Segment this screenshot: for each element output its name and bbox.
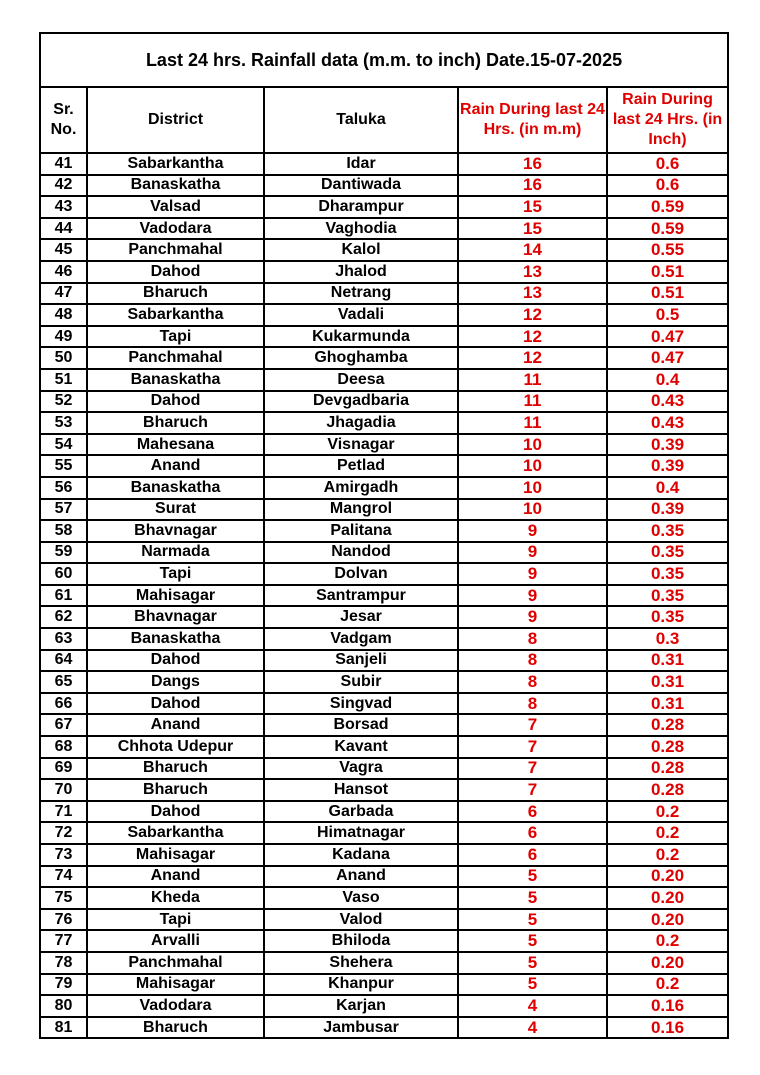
cell-rain-inch: 0.3 bbox=[607, 628, 728, 650]
cell-sr-no: 61 bbox=[40, 585, 87, 607]
rainfall-report bbox=[39, 32, 727, 1039]
cell-district: Bhavnagar bbox=[87, 520, 264, 542]
cell-taluka: Idar bbox=[264, 153, 458, 175]
cell-rain-inch: 0.35 bbox=[607, 585, 728, 607]
table-row bbox=[40, 650, 728, 672]
cell-sr-no: 51 bbox=[40, 369, 87, 391]
table-row bbox=[40, 369, 728, 391]
cell-rain-mm: 11 bbox=[458, 391, 607, 413]
cell-rain-mm: 12 bbox=[458, 326, 607, 348]
cell-district: Mahisagar bbox=[87, 585, 264, 607]
cell-district: Bharuch bbox=[87, 412, 264, 434]
cell-rain-mm: 10 bbox=[458, 455, 607, 477]
cell-rain-mm: 8 bbox=[458, 628, 607, 650]
cell-taluka: Devgadbaria bbox=[264, 391, 458, 413]
cell-rain-mm: 5 bbox=[458, 974, 607, 996]
cell-sr-no: 47 bbox=[40, 283, 87, 305]
cell-sr-no: 50 bbox=[40, 347, 87, 369]
cell-taluka: Singvad bbox=[264, 693, 458, 715]
cell-rain-inch: 0.51 bbox=[607, 261, 728, 283]
cell-district: Mahisagar bbox=[87, 974, 264, 996]
cell-rain-mm: 6 bbox=[458, 844, 607, 866]
cell-district: Sabarkantha bbox=[87, 304, 264, 326]
cell-taluka: Vaso bbox=[264, 887, 458, 909]
cell-rain-mm: 5 bbox=[458, 866, 607, 888]
table-row bbox=[40, 283, 728, 305]
cell-district: Tapi bbox=[87, 326, 264, 348]
cell-rain-inch: 0.20 bbox=[607, 866, 728, 888]
cell-rain-mm: 9 bbox=[458, 585, 607, 607]
cell-rain-mm: 16 bbox=[458, 153, 607, 175]
cell-rain-inch: 0.2 bbox=[607, 930, 728, 952]
table-row bbox=[40, 974, 728, 996]
cell-rain-mm: 8 bbox=[458, 650, 607, 672]
cell-rain-inch: 0.2 bbox=[607, 974, 728, 996]
cell-rain-inch: 0.28 bbox=[607, 714, 728, 736]
cell-district: Dahod bbox=[87, 801, 264, 823]
cell-rain-mm: 10 bbox=[458, 499, 607, 521]
cell-rain-inch: 0.4 bbox=[607, 369, 728, 391]
cell-rain-inch: 0.28 bbox=[607, 736, 728, 758]
cell-taluka: Karjan bbox=[264, 995, 458, 1017]
cell-rain-mm: 5 bbox=[458, 909, 607, 931]
cell-rain-mm: 15 bbox=[458, 218, 607, 240]
cell-rain-inch: 0.20 bbox=[607, 887, 728, 909]
cell-taluka: Amirgadh bbox=[264, 477, 458, 499]
table-row bbox=[40, 887, 728, 909]
cell-rain-inch: 0.39 bbox=[607, 434, 728, 456]
table-row bbox=[40, 779, 728, 801]
cell-sr-no: 60 bbox=[40, 563, 87, 585]
header-row bbox=[40, 87, 728, 153]
table-row bbox=[40, 347, 728, 369]
cell-rain-inch: 0.59 bbox=[607, 196, 728, 218]
cell-district: Bhavnagar bbox=[87, 606, 264, 628]
cell-taluka: Palitana bbox=[264, 520, 458, 542]
cell-taluka: Visnagar bbox=[264, 434, 458, 456]
cell-rain-inch: 0.16 bbox=[607, 1017, 728, 1039]
cell-sr-no: 69 bbox=[40, 758, 87, 780]
cell-taluka: Borsad bbox=[264, 714, 458, 736]
cell-rain-mm: 7 bbox=[458, 758, 607, 780]
table-row bbox=[40, 218, 728, 240]
cell-taluka: Dolvan bbox=[264, 563, 458, 585]
cell-rain-inch: 0.28 bbox=[607, 779, 728, 801]
cell-sr-no: 64 bbox=[40, 650, 87, 672]
table-row bbox=[40, 175, 728, 197]
cell-rain-inch: 0.6 bbox=[607, 153, 728, 175]
table-row bbox=[40, 866, 728, 888]
cell-taluka: Kavant bbox=[264, 736, 458, 758]
cell-rain-mm: 7 bbox=[458, 714, 607, 736]
cell-taluka: Santrampur bbox=[264, 585, 458, 607]
table-row bbox=[40, 563, 728, 585]
cell-district: Chhota Udepur bbox=[87, 736, 264, 758]
cell-rain-inch: 0.47 bbox=[607, 326, 728, 348]
cell-rain-mm: 13 bbox=[458, 283, 607, 305]
cell-rain-mm: 11 bbox=[458, 412, 607, 434]
cell-rain-mm: 11 bbox=[458, 369, 607, 391]
cell-rain-mm: 10 bbox=[458, 434, 607, 456]
cell-district: Valsad bbox=[87, 196, 264, 218]
table-row bbox=[40, 455, 728, 477]
table-row bbox=[40, 930, 728, 952]
cell-rain-mm: 8 bbox=[458, 671, 607, 693]
cell-rain-inch: 0.6 bbox=[607, 175, 728, 197]
cell-sr-no: 78 bbox=[40, 952, 87, 974]
cell-district: Panchmahal bbox=[87, 952, 264, 974]
cell-sr-no: 73 bbox=[40, 844, 87, 866]
cell-sr-no: 67 bbox=[40, 714, 87, 736]
cell-rain-mm: 9 bbox=[458, 520, 607, 542]
table-row bbox=[40, 758, 728, 780]
cell-district: Dahod bbox=[87, 650, 264, 672]
cell-sr-no: 54 bbox=[40, 434, 87, 456]
cell-district: Tapi bbox=[87, 909, 264, 931]
cell-district: Dahod bbox=[87, 261, 264, 283]
cell-rain-mm: 10 bbox=[458, 477, 607, 499]
cell-district: Banaskatha bbox=[87, 628, 264, 650]
cell-rain-inch: 0.55 bbox=[607, 239, 728, 261]
cell-rain-mm: 15 bbox=[458, 196, 607, 218]
table-row bbox=[40, 196, 728, 218]
table-row bbox=[40, 606, 728, 628]
cell-district: Bharuch bbox=[87, 758, 264, 780]
cell-rain-mm: 4 bbox=[458, 1017, 607, 1039]
cell-taluka: Vaghodia bbox=[264, 218, 458, 240]
cell-district: Arvalli bbox=[87, 930, 264, 952]
header-rain-inch: Rain During last 24 Hrs. (in Inch) bbox=[607, 87, 728, 153]
cell-rain-mm: 16 bbox=[458, 175, 607, 197]
cell-taluka: Jambusar bbox=[264, 1017, 458, 1039]
cell-rain-mm: 7 bbox=[458, 779, 607, 801]
cell-taluka: Garbada bbox=[264, 801, 458, 823]
cell-taluka: Jesar bbox=[264, 606, 458, 628]
cell-district: Dangs bbox=[87, 671, 264, 693]
cell-rain-inch: 0.31 bbox=[607, 693, 728, 715]
table-row bbox=[40, 736, 728, 758]
cell-taluka: Jhagadia bbox=[264, 412, 458, 434]
table-row bbox=[40, 714, 728, 736]
table-row bbox=[40, 909, 728, 931]
cell-district: Vadodara bbox=[87, 995, 264, 1017]
table-row bbox=[40, 499, 728, 521]
cell-rain-mm: 6 bbox=[458, 822, 607, 844]
cell-district: Dahod bbox=[87, 693, 264, 715]
cell-sr-no: 44 bbox=[40, 218, 87, 240]
table-row bbox=[40, 1017, 728, 1039]
cell-sr-no: 81 bbox=[40, 1017, 87, 1039]
cell-rain-inch: 0.47 bbox=[607, 347, 728, 369]
cell-rain-mm: 12 bbox=[458, 347, 607, 369]
cell-rain-inch: 0.35 bbox=[607, 606, 728, 628]
cell-sr-no: 80 bbox=[40, 995, 87, 1017]
cell-rain-mm: 5 bbox=[458, 952, 607, 974]
cell-district: Anand bbox=[87, 455, 264, 477]
cell-sr-no: 77 bbox=[40, 930, 87, 952]
cell-taluka: Petlad bbox=[264, 455, 458, 477]
cell-rain-mm: 4 bbox=[458, 995, 607, 1017]
table-row bbox=[40, 995, 728, 1017]
cell-rain-inch: 0.31 bbox=[607, 650, 728, 672]
cell-district: Banaskatha bbox=[87, 477, 264, 499]
cell-sr-no: 43 bbox=[40, 196, 87, 218]
cell-taluka: Jhalod bbox=[264, 261, 458, 283]
cell-rain-inch: 0.59 bbox=[607, 218, 728, 240]
cell-taluka: Vagra bbox=[264, 758, 458, 780]
cell-rain-mm: 6 bbox=[458, 801, 607, 823]
cell-district: Surat bbox=[87, 499, 264, 521]
cell-rain-inch: 0.31 bbox=[607, 671, 728, 693]
cell-taluka: Kadana bbox=[264, 844, 458, 866]
cell-rain-inch: 0.39 bbox=[607, 499, 728, 521]
cell-taluka: Vadali bbox=[264, 304, 458, 326]
table-row bbox=[40, 844, 728, 866]
cell-rain-inch: 0.39 bbox=[607, 455, 728, 477]
cell-taluka: Anand bbox=[264, 866, 458, 888]
cell-rain-mm: 5 bbox=[458, 930, 607, 952]
cell-district: Mahesana bbox=[87, 434, 264, 456]
cell-sr-no: 58 bbox=[40, 520, 87, 542]
cell-sr-no: 79 bbox=[40, 974, 87, 996]
cell-sr-no: 62 bbox=[40, 606, 87, 628]
cell-taluka: Shehera bbox=[264, 952, 458, 974]
cell-district: Bharuch bbox=[87, 779, 264, 801]
cell-district: Banaskatha bbox=[87, 175, 264, 197]
cell-rain-inch: 0.43 bbox=[607, 391, 728, 413]
cell-sr-no: 53 bbox=[40, 412, 87, 434]
cell-sr-no: 66 bbox=[40, 693, 87, 715]
table-row bbox=[40, 585, 728, 607]
table-row bbox=[40, 477, 728, 499]
header-rain-mm: Rain During last 24 Hrs. (in m.m) bbox=[458, 87, 607, 153]
cell-district: Sabarkantha bbox=[87, 153, 264, 175]
cell-sr-no: 72 bbox=[40, 822, 87, 844]
cell-rain-mm: 8 bbox=[458, 693, 607, 715]
table-row bbox=[40, 304, 728, 326]
cell-district: Mahisagar bbox=[87, 844, 264, 866]
cell-rain-inch: 0.43 bbox=[607, 412, 728, 434]
cell-sr-no: 56 bbox=[40, 477, 87, 499]
cell-taluka: Dharampur bbox=[264, 196, 458, 218]
rainfall-table bbox=[39, 32, 729, 1039]
cell-rain-inch: 0.35 bbox=[607, 563, 728, 585]
table-row bbox=[40, 628, 728, 650]
cell-taluka: Ghoghamba bbox=[264, 347, 458, 369]
cell-district: Banaskatha bbox=[87, 369, 264, 391]
table-row bbox=[40, 952, 728, 974]
cell-rain-mm: 14 bbox=[458, 239, 607, 261]
cell-sr-no: 57 bbox=[40, 499, 87, 521]
cell-rain-mm: 12 bbox=[458, 304, 607, 326]
table-row bbox=[40, 434, 728, 456]
cell-rain-inch: 0.20 bbox=[607, 909, 728, 931]
cell-district: Tapi bbox=[87, 563, 264, 585]
cell-rain-mm: 7 bbox=[458, 736, 607, 758]
cell-taluka: Bhiloda bbox=[264, 930, 458, 952]
table-row bbox=[40, 412, 728, 434]
table-row bbox=[40, 693, 728, 715]
cell-rain-inch: 0.5 bbox=[607, 304, 728, 326]
cell-district: Narmada bbox=[87, 542, 264, 564]
table-row bbox=[40, 520, 728, 542]
cell-sr-no: 49 bbox=[40, 326, 87, 348]
table-row bbox=[40, 822, 728, 844]
table-row bbox=[40, 801, 728, 823]
cell-rain-inch: 0.51 bbox=[607, 283, 728, 305]
cell-sr-no: 65 bbox=[40, 671, 87, 693]
cell-rain-mm: 5 bbox=[458, 887, 607, 909]
cell-rain-inch: 0.4 bbox=[607, 477, 728, 499]
cell-district: Panchmahal bbox=[87, 239, 264, 261]
cell-sr-no: 55 bbox=[40, 455, 87, 477]
cell-taluka: Netrang bbox=[264, 283, 458, 305]
cell-rain-mm: 13 bbox=[458, 261, 607, 283]
table-body bbox=[40, 153, 728, 1038]
cell-district: Dahod bbox=[87, 391, 264, 413]
cell-district: Panchmahal bbox=[87, 347, 264, 369]
cell-taluka: Kalol bbox=[264, 239, 458, 261]
cell-taluka: Nandod bbox=[264, 542, 458, 564]
cell-sr-no: 52 bbox=[40, 391, 87, 413]
cell-district: Kheda bbox=[87, 887, 264, 909]
cell-sr-no: 71 bbox=[40, 801, 87, 823]
table-row bbox=[40, 261, 728, 283]
table-row bbox=[40, 326, 728, 348]
cell-rain-inch: 0.2 bbox=[607, 844, 728, 866]
cell-district: Bharuch bbox=[87, 283, 264, 305]
header-sr-no: Sr. No. bbox=[40, 87, 87, 153]
cell-sr-no: 41 bbox=[40, 153, 87, 175]
cell-sr-no: 48 bbox=[40, 304, 87, 326]
report-title: Last 24 hrs. Rainfall data (m.m. to inch) Date.15-07-2025 bbox=[40, 33, 728, 87]
cell-taluka: Kukarmunda bbox=[264, 326, 458, 348]
cell-taluka: Deesa bbox=[264, 369, 458, 391]
cell-sr-no: 45 bbox=[40, 239, 87, 261]
cell-district: Sabarkantha bbox=[87, 822, 264, 844]
cell-rain-inch: 0.20 bbox=[607, 952, 728, 974]
cell-rain-inch: 0.16 bbox=[607, 995, 728, 1017]
cell-sr-no: 76 bbox=[40, 909, 87, 931]
cell-sr-no: 68 bbox=[40, 736, 87, 758]
cell-rain-mm: 9 bbox=[458, 606, 607, 628]
cell-taluka: Hansot bbox=[264, 779, 458, 801]
cell-sr-no: 70 bbox=[40, 779, 87, 801]
cell-district: Bharuch bbox=[87, 1017, 264, 1039]
cell-sr-no: 59 bbox=[40, 542, 87, 564]
cell-district: Anand bbox=[87, 714, 264, 736]
cell-taluka: Mangrol bbox=[264, 499, 458, 521]
cell-sr-no: 75 bbox=[40, 887, 87, 909]
table-row bbox=[40, 671, 728, 693]
cell-taluka: Valod bbox=[264, 909, 458, 931]
cell-sr-no: 63 bbox=[40, 628, 87, 650]
header-district: District bbox=[87, 87, 264, 153]
header-taluka: Taluka bbox=[264, 87, 458, 153]
cell-rain-mm: 9 bbox=[458, 542, 607, 564]
cell-sr-no: 42 bbox=[40, 175, 87, 197]
cell-rain-inch: 0.28 bbox=[607, 758, 728, 780]
table-row bbox=[40, 239, 728, 261]
cell-taluka: Sanjeli bbox=[264, 650, 458, 672]
cell-taluka: Khanpur bbox=[264, 974, 458, 996]
cell-taluka: Himatnagar bbox=[264, 822, 458, 844]
cell-rain-inch: 0.35 bbox=[607, 542, 728, 564]
cell-rain-inch: 0.35 bbox=[607, 520, 728, 542]
cell-rain-inch: 0.2 bbox=[607, 822, 728, 844]
cell-sr-no: 46 bbox=[40, 261, 87, 283]
table-row bbox=[40, 542, 728, 564]
cell-rain-inch: 0.2 bbox=[607, 801, 728, 823]
cell-taluka: Subir bbox=[264, 671, 458, 693]
cell-taluka: Dantiwada bbox=[264, 175, 458, 197]
cell-taluka: Vadgam bbox=[264, 628, 458, 650]
cell-district: Anand bbox=[87, 866, 264, 888]
cell-district: Vadodara bbox=[87, 218, 264, 240]
table-row bbox=[40, 153, 728, 175]
cell-sr-no: 74 bbox=[40, 866, 87, 888]
table-row bbox=[40, 391, 728, 413]
cell-rain-mm: 9 bbox=[458, 563, 607, 585]
